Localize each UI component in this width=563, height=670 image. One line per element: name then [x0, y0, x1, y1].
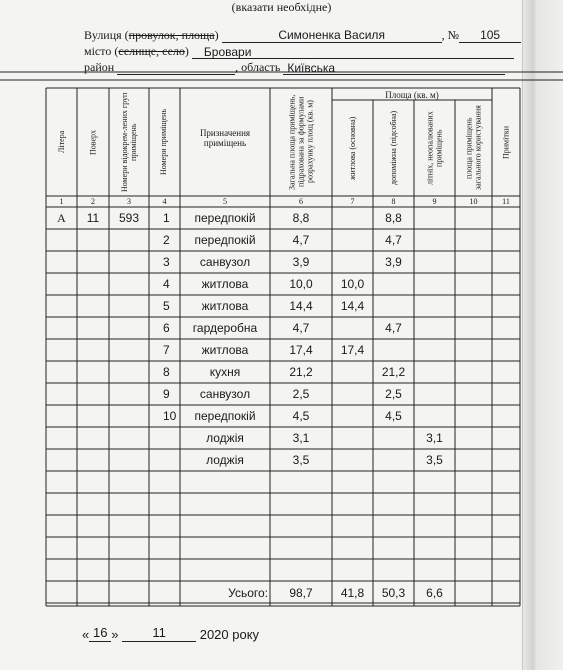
header-notes: Примітки [501, 125, 511, 159]
cell-group [109, 427, 149, 449]
cell-summer: 3,5 [426, 453, 443, 467]
cell-purpose: передпокій [194, 233, 256, 247]
city-alt-close: ) [184, 44, 189, 58]
column-number: 2 [91, 197, 95, 206]
cell-total: 10,0 [289, 277, 313, 291]
cell-aux [373, 427, 414, 449]
cell-group [109, 295, 149, 317]
cell-group [109, 273, 149, 295]
cell-litera [46, 449, 77, 471]
cell-floor [77, 295, 109, 317]
cell-room: 10 [163, 409, 177, 423]
totals-summer: 6,6 [426, 586, 443, 600]
cell-purpose: санвузол [199, 255, 251, 269]
cell-summer [414, 339, 455, 361]
cell-aux: 4,7 [385, 321, 402, 335]
cell-purpose: передпокій [194, 211, 256, 225]
cell-group [109, 383, 149, 405]
street-alt-struck: провулок, площа [128, 28, 215, 42]
cell-room: 6 [163, 321, 170, 335]
cell-floor: 11 [86, 211, 100, 225]
column-number: 11 [502, 197, 510, 206]
header-litera: Літера [57, 130, 66, 154]
street-value: Симоненка Василя [222, 29, 442, 43]
date-open-quote: « [82, 627, 90, 642]
cell-room: 8 [163, 365, 170, 379]
cell-living [332, 251, 373, 273]
cell-living [332, 427, 373, 449]
district-label: район [84, 60, 115, 74]
column-number: 5 [223, 197, 227, 206]
cell-summer [414, 251, 455, 273]
cell-living: 14,4 [340, 299, 365, 313]
cell-total: 17,4 [289, 343, 313, 357]
cell-litera [46, 339, 77, 361]
cell-aux: 8,8 [385, 211, 402, 225]
cell-room: 4 [163, 277, 170, 291]
date-year: 2020 року [199, 627, 260, 642]
cell-purpose: житлова [201, 299, 249, 313]
city-alt-open: ( [114, 44, 119, 58]
cell-total: 8,8 [292, 211, 310, 225]
totals-living: 41,8 [340, 586, 365, 600]
city-value: Бровари [192, 46, 514, 59]
cell-group: 593 [118, 211, 140, 225]
date-month: 11 [122, 626, 196, 642]
cell-floor [77, 427, 109, 449]
cell-summer [414, 405, 455, 427]
cell-group [109, 405, 149, 427]
cell-total: 4,7 [292, 233, 310, 247]
cell-total: 14,4 [289, 299, 313, 313]
cell-group [109, 361, 149, 383]
date-day: 16 [89, 626, 111, 642]
column-number: 6 [299, 197, 303, 206]
column-number: 1 [59, 197, 64, 206]
cell-litera [46, 383, 77, 405]
header-poverkh: Поверх [88, 129, 98, 155]
cell-aux [373, 295, 414, 317]
cell-total: 3,5 [292, 453, 310, 467]
street-label: Вулиця [84, 28, 122, 42]
cell-floor [77, 317, 109, 339]
cell-summer [414, 273, 455, 295]
column-number: 9 [432, 197, 437, 206]
cell-room: 9 [163, 387, 170, 401]
cell-floor [77, 361, 109, 383]
cell-purpose: лоджія [206, 431, 244, 445]
header-total-area: Загальна площа приміщень, підрахована за формулами розрахунку площ (кв. м) [287, 94, 315, 190]
cell-litera: А [57, 211, 66, 225]
cell-purpose: житлова [201, 277, 249, 291]
cell-floor [77, 383, 109, 405]
cell-aux: 21,2 [381, 365, 406, 379]
cell-living [332, 449, 373, 471]
date-close-quote: » [111, 627, 119, 642]
number-value: 105 [459, 29, 521, 43]
cell-living [332, 317, 373, 339]
cell-living [332, 207, 373, 229]
totals-aux: 50,3 [381, 586, 406, 600]
cell-room [163, 449, 180, 471]
cell-litera [46, 229, 77, 251]
cell-floor [77, 405, 109, 427]
cell-summer [414, 295, 455, 317]
cell-living [332, 383, 373, 405]
header-room-numbers: Номери приміщень [159, 109, 168, 176]
cell-aux: 3,9 [385, 255, 402, 269]
cell-room: 3 [163, 255, 170, 269]
cell-floor [77, 339, 109, 361]
cell-floor [77, 229, 109, 251]
header-purpose: Призначення приміщень [199, 128, 251, 148]
header-common: площа приміщень загального користування [464, 105, 483, 191]
cell-litera [46, 295, 77, 317]
cell-living [332, 405, 373, 427]
region-value: Київська [283, 62, 505, 75]
cell-total: 3,9 [292, 255, 310, 269]
cell-aux [373, 339, 414, 361]
cell-group [109, 449, 149, 471]
cell-summer [414, 207, 455, 229]
cell-summer [414, 361, 455, 383]
column-number: 8 [391, 197, 396, 206]
cell-floor [77, 449, 109, 471]
header-area-group: Площа (кв. м) [385, 90, 439, 100]
header-group-numbers: Номери відокрем-лених груп приміщень [120, 92, 138, 192]
column-number: 4 [162, 197, 167, 206]
date-line [82, 626, 259, 642]
street-alt-open: ( [124, 28, 129, 42]
cell-aux: 2,5 [385, 387, 402, 401]
street-alt-close: ) [214, 28, 219, 42]
cell-purpose: житлова [201, 343, 249, 357]
cell-total: 3,1 [292, 431, 310, 445]
cell-litera [46, 273, 77, 295]
cell-purpose: лоджія [206, 453, 244, 467]
cell-floor [77, 251, 109, 273]
cell-purpose: передпокій [194, 409, 256, 423]
city-alt-struck: селище, село [118, 44, 185, 58]
cell-purpose: кухня [209, 365, 241, 379]
header-auxiliary: допоміжна (підсобна) [389, 110, 398, 186]
cell-group [109, 317, 149, 339]
cell-floor [77, 273, 109, 295]
header-summer: літніх, неопалюваних приміщень [425, 111, 444, 185]
cell-room: 1 [163, 211, 170, 225]
header-living: житлова (основна) [348, 116, 357, 180]
cell-litera [46, 251, 77, 273]
cell-purpose: гардеробна [192, 321, 258, 335]
cell-litera [46, 317, 77, 339]
cell-living [332, 229, 373, 251]
cell-litera [46, 405, 77, 427]
cell-litera [46, 361, 77, 383]
column-number: 10 [469, 197, 478, 206]
cell-aux: 4,5 [385, 409, 402, 423]
column-number: 3 [127, 197, 131, 206]
cell-summer [414, 317, 455, 339]
cell-room: 2 [163, 233, 170, 247]
city-label: місто [84, 44, 112, 58]
top-note: (вказати необхідне) [231, 0, 332, 14]
cell-summer [414, 229, 455, 251]
cell-group [109, 251, 149, 273]
number-label: , № [441, 28, 460, 42]
cell-litera [46, 427, 77, 449]
cell-group [109, 229, 149, 251]
cell-room: 5 [163, 299, 170, 313]
totals-total: 98,7 [289, 586, 313, 600]
cell-aux [373, 273, 414, 295]
cell-room [163, 427, 180, 449]
cell-summer: 3,1 [426, 431, 443, 445]
cell-group [109, 339, 149, 361]
cell-living [332, 361, 373, 383]
cell-living: 17,4 [340, 343, 365, 357]
cell-aux: 4,7 [385, 233, 402, 247]
cell-living: 10,0 [340, 277, 365, 291]
cell-aux [373, 449, 414, 471]
cell-purpose: санвузол [199, 387, 251, 401]
cell-total: 4,7 [292, 321, 310, 335]
cell-room: 7 [163, 343, 170, 357]
region-label: , область [235, 60, 281, 74]
totals-label: Усього: [228, 586, 268, 600]
cell-summer [414, 383, 455, 405]
cell-total: 2,5 [292, 387, 310, 401]
column-number: 7 [350, 197, 355, 206]
cell-total: 4,5 [292, 409, 310, 423]
cell-total: 21,2 [289, 365, 313, 379]
